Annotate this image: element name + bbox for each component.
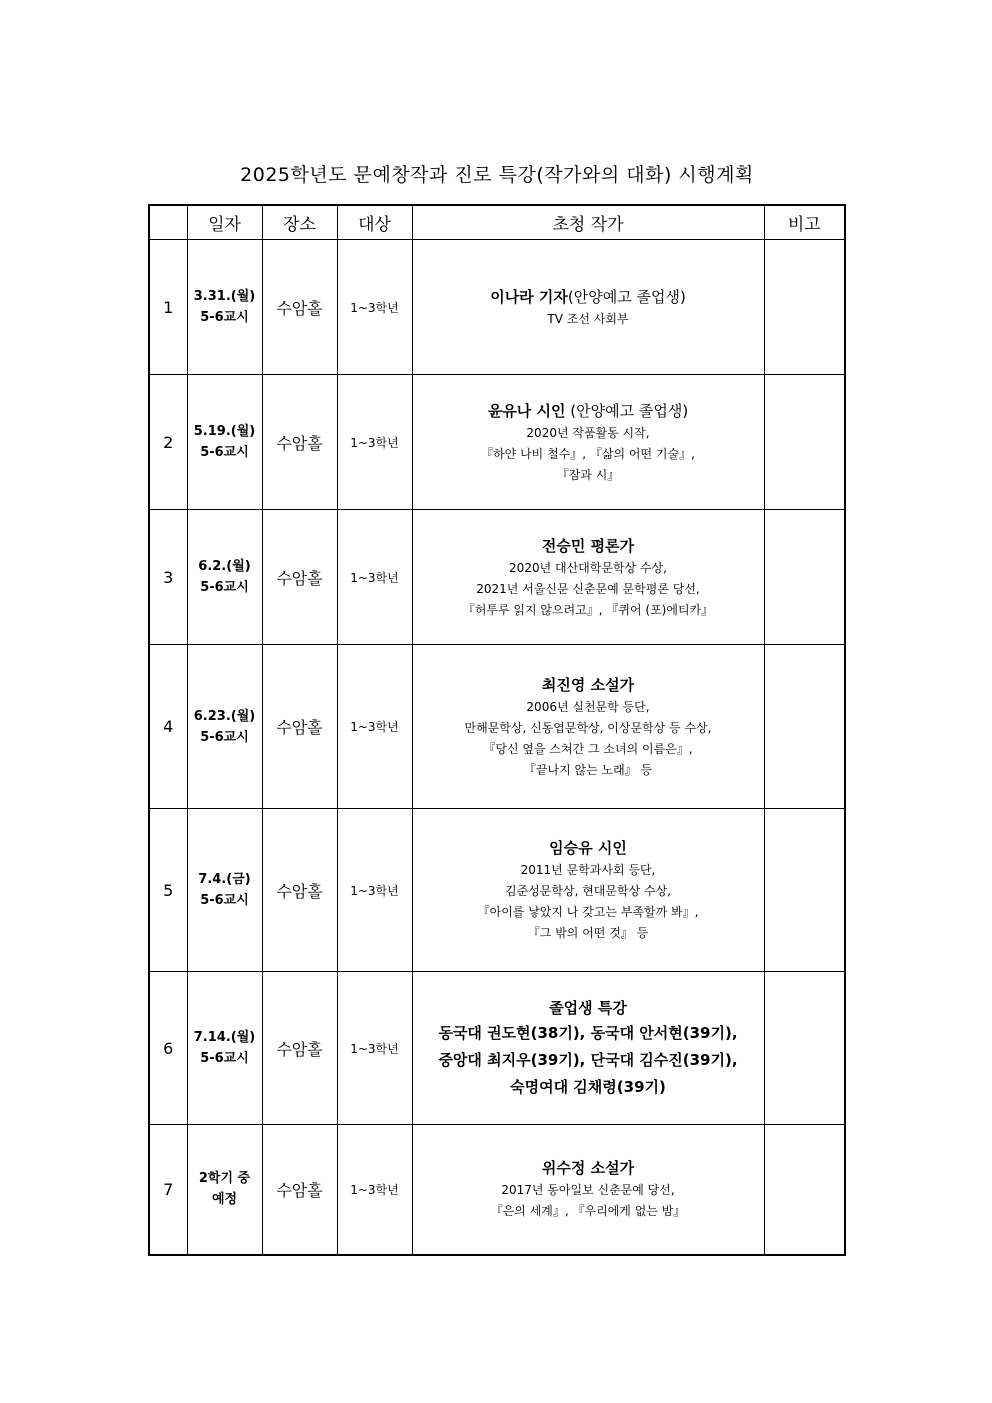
author-detail-line: 『은의 세계』, 『우리에게 없는 밤』	[490, 1204, 686, 1219]
target-cell: 1~3학년	[337, 240, 412, 375]
author-heading	[413, 1156, 764, 1180]
header-date: 일자	[187, 205, 262, 240]
table-row	[149, 645, 845, 809]
place-cell: 수암홀	[262, 375, 337, 510]
place-cell: 수암홀	[262, 972, 337, 1125]
table-row	[149, 375, 845, 510]
author-cell	[412, 645, 764, 809]
author-detail-line: 『그 밖의 어떤 것』 등	[527, 926, 649, 940]
author-cell	[412, 809, 764, 972]
date-cell	[187, 240, 262, 375]
row-number: 4	[149, 645, 187, 809]
date-day: 7.14.(월)	[193, 1030, 256, 1045]
target-cell: 1~3학년	[337, 645, 412, 809]
author-detail-line: 『아이를 낳았지 나 갖고는 부족할까 봐』,	[477, 905, 699, 919]
author-heading	[413, 285, 764, 309]
author-heading	[413, 996, 764, 1020]
author-cell	[412, 972, 764, 1125]
place-cell: 수암홀	[262, 645, 337, 809]
place-cell: 수암홀	[262, 1125, 337, 1255]
author-detail-line: 『당신 옆을 스쳐간 그 소녀의 이름은』,	[483, 741, 693, 756]
date-period: 5-6교시	[200, 310, 249, 325]
date-period: 예정	[211, 1192, 238, 1208]
author-cell	[412, 510, 764, 645]
author-heading	[413, 836, 764, 860]
author-detail-line: 2006년 실천문학 등단,	[526, 699, 650, 714]
author-note: (안양예고 졸업생)	[567, 287, 686, 306]
author-heading	[413, 399, 764, 423]
author-heading	[413, 673, 764, 697]
document-title: 2025학년도 문예창작과 진로 특강(작가와의 대화) 시행계획	[240, 164, 754, 186]
date-day: 5.19.(월)	[193, 424, 256, 439]
author-name: 전승민 평론가	[541, 536, 635, 555]
author-heading	[413, 534, 764, 558]
note-cell	[764, 645, 845, 809]
row-number: 1	[149, 240, 187, 375]
graduate-speaker-line: 중앙대 최지우(39기), 단국대 김수진(39기),	[438, 1050, 738, 1069]
target-cell: 1~3학년	[337, 809, 412, 972]
author-detail-line: 김준성문학상, 현대문학상 수상,	[505, 884, 671, 898]
table-row	[149, 240, 845, 375]
date-day: 7.4.(금)	[198, 872, 251, 887]
date-period: 5-6교시	[200, 1051, 249, 1066]
table-row	[149, 1125, 845, 1255]
author-name: 위수정 소설가	[541, 1159, 635, 1178]
target-cell: 1~3학년	[337, 510, 412, 645]
graduate-speaker-line: 숙명여대 김채령(39기)	[510, 1077, 666, 1096]
date-period: 5-6교시	[200, 893, 249, 908]
author-cell	[412, 1125, 764, 1255]
date-period: 5-6교시	[200, 580, 249, 595]
author-name: 졸업생 특강	[549, 998, 627, 1017]
author-detail-line: 『하얀 나비 철수』, 『삶의 어떤 기술』,	[481, 446, 695, 461]
author-detail-line: TV 조선 사회부	[547, 311, 629, 326]
author-detail-line: 『허투루 읽지 않으려고』, 『퀴어 (포)에티카』	[462, 602, 714, 617]
target-cell: 1~3학년	[337, 972, 412, 1125]
note-cell	[764, 510, 845, 645]
author-name: 최진영 소설가	[541, 675, 635, 694]
date-period: 5-6교시	[200, 729, 249, 745]
date-cell	[187, 375, 262, 510]
row-number: 6	[149, 972, 187, 1125]
place-cell: 수암홀	[262, 809, 337, 972]
author-detail-line: 2021년 서울신문 신춘문예 문학평론 당선,	[476, 581, 700, 596]
date-cell	[187, 1125, 262, 1255]
author-cell	[412, 240, 764, 375]
author-detail-line: 『잠과 시』	[556, 467, 620, 482]
note-cell	[764, 375, 845, 510]
schedule-table	[148, 204, 846, 1256]
header-place: 장소	[262, 205, 337, 240]
row-number: 7	[149, 1125, 187, 1255]
date-cell	[187, 510, 262, 645]
target-cell: 1~3학년	[337, 1125, 412, 1255]
author-detail-line: 2011년 문학과사회 등단,	[520, 863, 656, 877]
row-number: 2	[149, 375, 187, 510]
table-row	[149, 510, 845, 645]
author-detail-line: 만해문학상, 신동엽문학상, 이상문학상 등 수상,	[464, 720, 712, 735]
note-cell	[764, 972, 845, 1125]
date-day: 6.23.(월)	[193, 708, 256, 724]
note-cell	[764, 240, 845, 375]
row-number: 5	[149, 809, 187, 972]
author-detail-line: 2020년 대산대학문학상 수상,	[509, 560, 667, 575]
header-author: 초청 작가	[412, 205, 764, 240]
table-row	[149, 809, 845, 972]
author-detail-line: 『끝나지 않는 노래』 등	[523, 762, 653, 777]
header-target: 대상	[337, 205, 412, 240]
author-name: 이나라 기자	[490, 287, 568, 306]
header-no	[149, 205, 187, 240]
date-period: 5-6교시	[200, 445, 249, 460]
date-cell	[187, 645, 262, 809]
header-note: 비고	[764, 205, 845, 240]
row-number: 3	[149, 510, 187, 645]
date-day: 3.31.(월)	[193, 289, 256, 304]
note-cell	[764, 809, 845, 972]
place-cell: 수암홀	[262, 240, 337, 375]
author-name: 윤유나 시인	[487, 401, 566, 420]
date-cell	[187, 809, 262, 972]
place-cell: 수암홀	[262, 510, 337, 645]
target-cell: 1~3학년	[337, 375, 412, 510]
author-cell	[412, 375, 764, 510]
date-day: 6.2.(월)	[198, 559, 251, 574]
table-row	[149, 972, 845, 1125]
date-cell	[187, 972, 262, 1125]
author-name: 임승유 시인	[549, 839, 627, 857]
table-header-row	[149, 205, 845, 240]
graduate-speaker-line: 동국대 권도현(38기), 동국대 안서현(39기),	[438, 1023, 738, 1042]
author-detail-line: 2017년 동아일보 신춘문예 당선,	[501, 1183, 675, 1198]
author-note: (안양예고 졸업생)	[565, 401, 689, 420]
author-detail-line: 2020년 작품활동 시작,	[526, 425, 650, 440]
note-cell	[764, 1125, 845, 1255]
date-day: 2학기 중	[198, 1171, 251, 1187]
